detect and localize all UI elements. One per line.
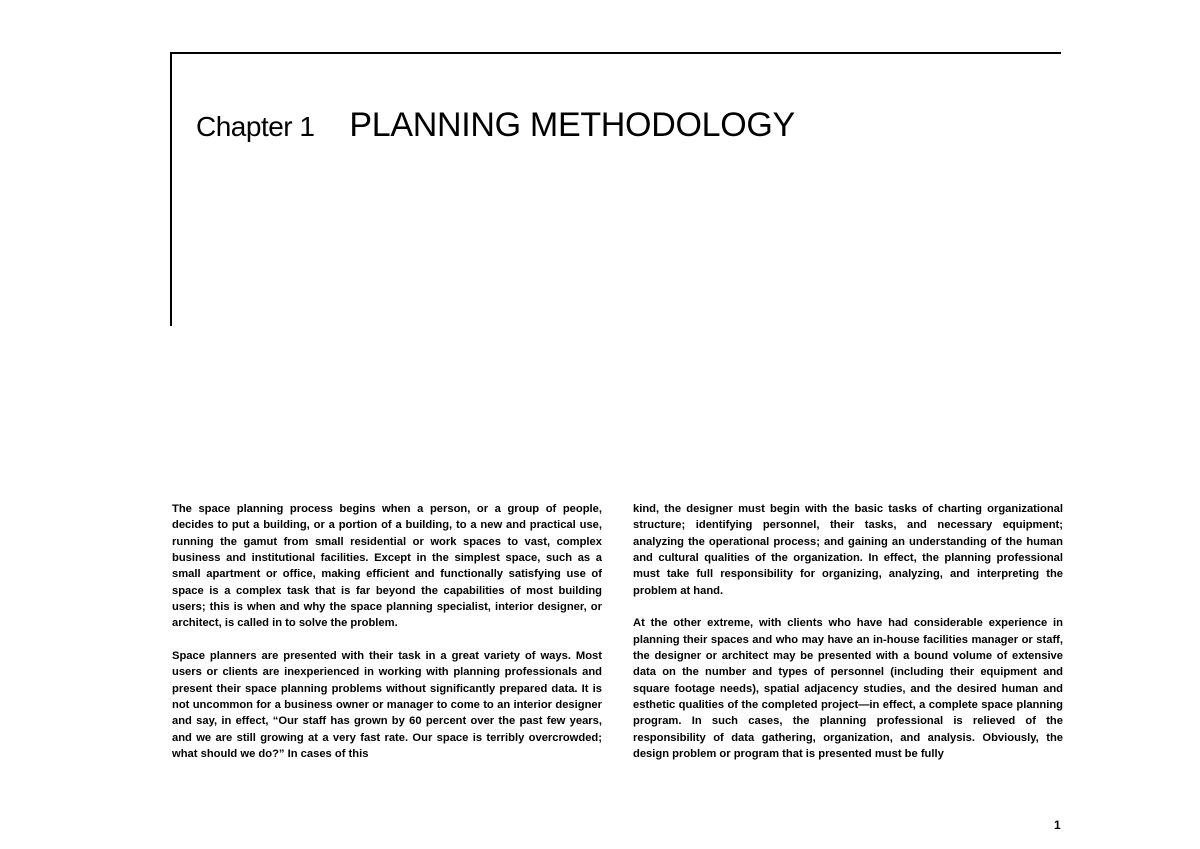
paragraph: Space planners are presented with their task in a great variety of ways. Most users or clients are inexperienced in working with planning professionals and present their space planning problems without significantly prepared data. It is not uncommon for a business owner or manager to come to an interior designer and say, in effect, “Our staff has grown by 60 percent over the past few years, and we are still growing at a very fast rate. Our space is terribly overcrowded; what should we do?” In cases of this [172,650,602,761]
paragraph: The space planning process begins when a person, or a group of people, decides to put a building, or a portion of a building, to a new and practical use, running the gamut from small residential or work spaces to vast, complex business and institutional facilities. Except in the simplest space, such as a small apartment or office, making efficient and functionally satisfying use of space is a complex task that is far beyond the capabilities of most building users; this is when and why the space planning specialist, interior designer, or architect, is called in to solve the problem. [172,503,602,630]
paragraph: At the other extreme, with clients who have had considerable experience in planning their spaces and who may have an in-house facilities manager or staff, the designer or architect may be presented with a bound volume of extensive data on the number and types of personnel (including their equipment and square footage needs), spatial adjacency studies, and the desired human and esthetic qualities of the completed project—in effect, a complete space planning program. In such cases, the planning professional is relieved of the responsibility of data gathering, organization, and analysis. Obviously, the design problem or program that is presented must be fully [633,617,1063,761]
chapter-frame [170,52,1061,326]
paragraph: kind, the designer must begin with the basic tasks of charting organizational structure; identifying personnel, their tasks, and necessary equipment; analyzing the operational process; and gaining an understanding of the human and cultural qualities of the organization. In effect, the planning professional must take full responsibility for organizing, analyzing, and interpreting the problem at hand. [633,503,1063,597]
chapter-title: PLANNING METHODOLOGY [349,106,795,144]
left-text-column [172,501,602,763]
chapter-label: Chapter 1 [196,111,315,142]
page-number: 1 [1054,818,1061,832]
right-text-column [633,501,1063,763]
chapter-heading [196,106,795,145]
